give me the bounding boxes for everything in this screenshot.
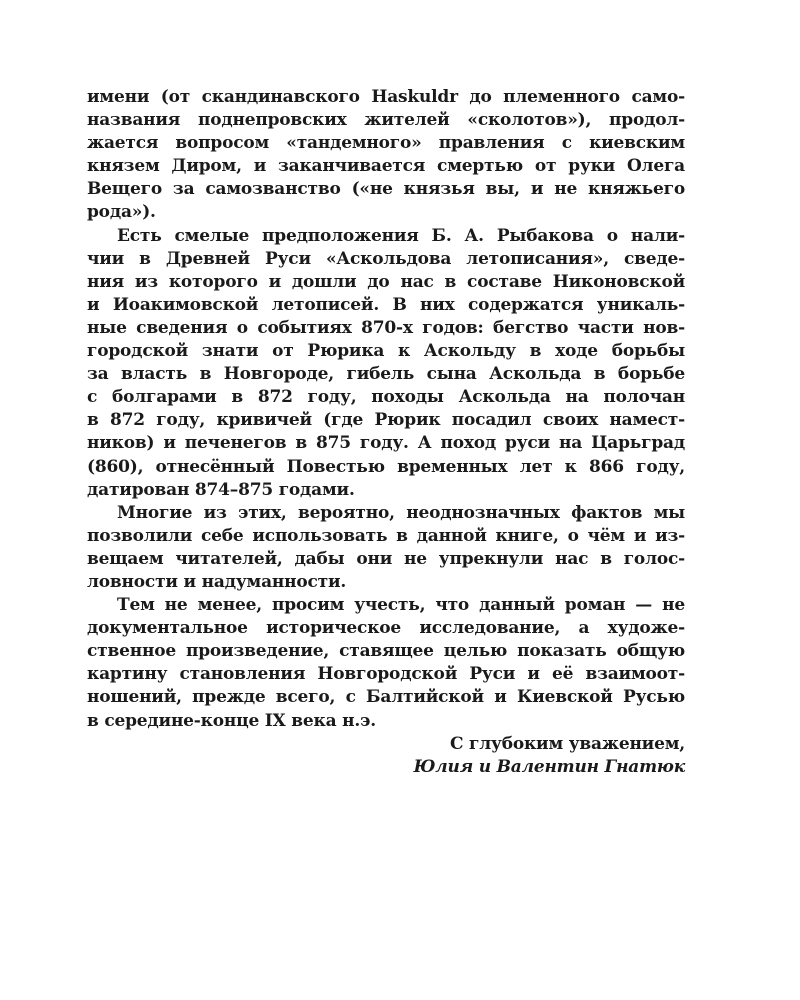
text-line: и Иоакимовской летописей. В них содержатся уникаль- <box>87 294 685 315</box>
paragraph-4 <box>87 594 685 733</box>
signature <box>87 733 685 779</box>
paragraph-3 <box>87 502 685 594</box>
text-line: ношений, прежде всего, с Балтийской и Киевской Русью <box>87 687 685 708</box>
text-line: рода»). <box>87 202 156 223</box>
text-line: Тем не менее, просим учесть, что данный роман — не <box>117 595 685 616</box>
text-line: ния из которого и дошли до нас в составе Никоновской <box>87 271 685 292</box>
paragraph-2 <box>87 225 685 502</box>
signature-closing: С глубоким уважением, <box>449 733 685 754</box>
text-line: датирован 874–875 годами. <box>87 479 355 500</box>
text-line: названия поднепровских жителей «сколотов»), продол- <box>87 110 685 131</box>
signature-authors: Юлия и Валентин Гнатюк <box>413 756 685 777</box>
text-line: вещаем читателей, дабы они не упрекнули нас в голос- <box>87 548 685 569</box>
text-line: позволили себе использовать в данной книге, о чём и из- <box>87 525 685 546</box>
page-text <box>87 86 685 779</box>
text-line: городской знати от Рюрика к Аскольду в ходе борьбы <box>87 341 685 362</box>
paragraph-1 <box>87 86 685 225</box>
text-line: князем Диром, и заканчивается смертью от руки Олега <box>87 156 685 177</box>
text-line: с болгарами в 872 году, походы Аскольда на полочан <box>87 387 685 408</box>
text-line: Есть смелые предположения Б. А. Рыбакова о нали- <box>117 225 685 246</box>
text-line: в середине-конце IX века н.э. <box>87 710 376 731</box>
text-line: за власть в Новгороде, гибель сына Аскольда в борьбе <box>87 364 685 385</box>
text-line: картину становления Новгородской Руси и её взаимоот- <box>87 664 685 685</box>
text-line: Многие из этих, вероятно, неоднозначных фактов мы <box>117 502 685 523</box>
text-line: ственное произведение, ставящее целью показать общую <box>87 641 685 662</box>
text-line: Вещего за самозванство («не князья вы, и не княжьего <box>87 179 685 200</box>
text-line: в 872 году, кривичей (где Рюрик посадил своих намест- <box>87 410 685 431</box>
text-line: ловности и надуманности. <box>87 571 347 592</box>
text-line: чии в Древней Руси «Аскольдова летописания», сведе- <box>87 248 685 269</box>
text-line: документальное историческое исследование, а художе- <box>87 618 685 639</box>
text-line: жается вопросом «тандемного» правления с киевским <box>87 133 685 154</box>
text-line: (860), отнесённый Повестью временных лет к 866 году, <box>87 456 685 477</box>
text-line: ные сведения о событиях 870-х годов: бегство части нов- <box>87 317 685 338</box>
text-line: имени (от скандинавского Haskuldr до племенного само- <box>87 87 685 107</box>
text-line: ников) и печенегов в 875 году. А поход руси на Царьград <box>87 433 685 454</box>
